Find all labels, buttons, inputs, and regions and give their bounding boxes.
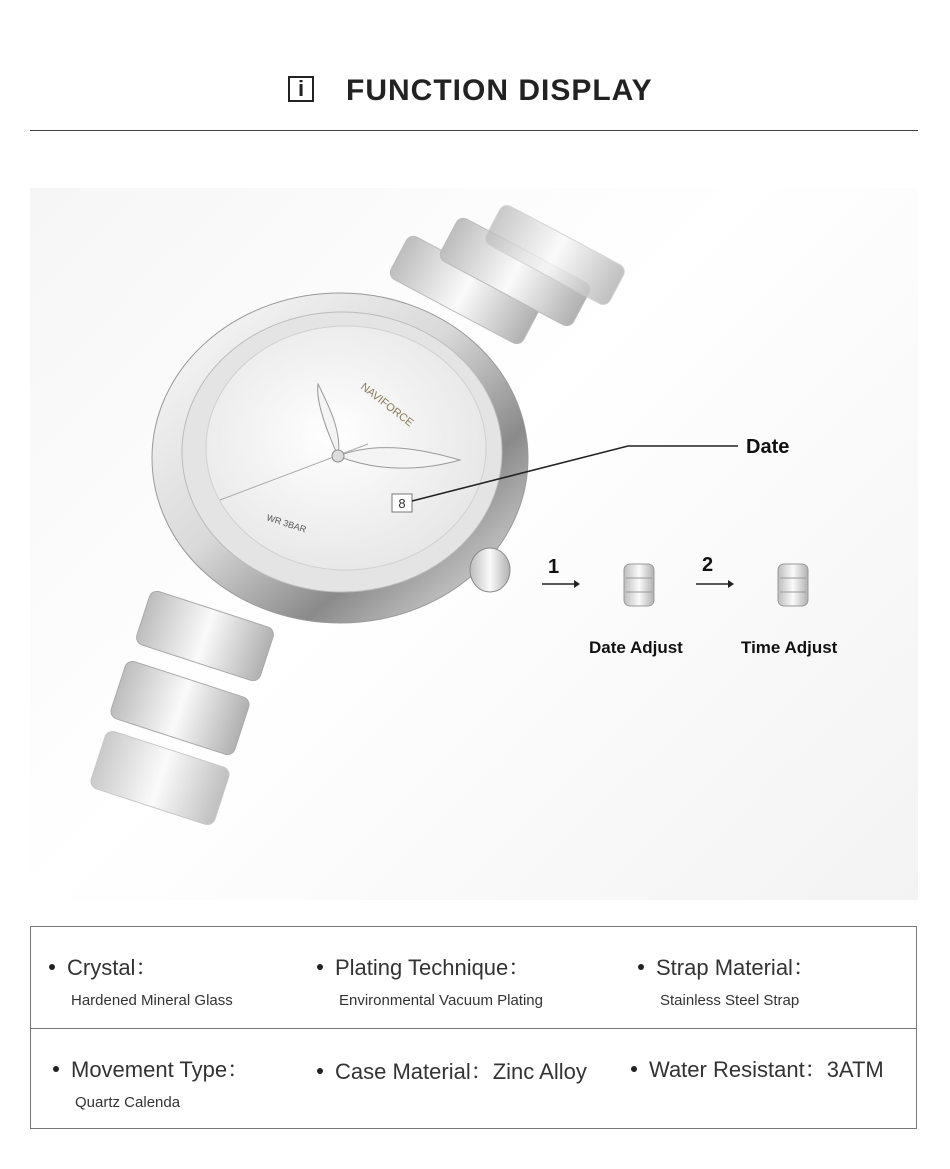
spec-label: Case Material：: [335, 1059, 493, 1084]
spec-value: 3ATM: [826, 1057, 884, 1082]
watch-photo: [30, 188, 918, 900]
spec-crystal: [49, 951, 233, 1009]
crown-position-2-icon: [778, 564, 808, 606]
spec-strap: [638, 951, 815, 1009]
dial-brand: NAVIFORCE: [358, 380, 416, 430]
spec-value: Stainless Steel Strap: [660, 992, 800, 1009]
crown-icon: [470, 548, 510, 592]
spec-movement: [53, 1053, 249, 1111]
watch-dial: [206, 326, 486, 570]
bullet-icon: [631, 1066, 637, 1072]
spec-value: Environmental Vacuum Plating: [339, 992, 543, 1009]
spec-case: [317, 1055, 587, 1086]
header-divider: [30, 130, 918, 131]
arrow-icon: [574, 580, 580, 588]
page-title: FUNCTION DISPLAY: [346, 74, 653, 107]
specs-divider: [31, 1028, 916, 1029]
date-window-value: 8: [398, 496, 406, 511]
spec-label: Crystal：: [67, 955, 158, 980]
specs-table: [30, 926, 917, 1129]
spec-label: Plating Technique：: [335, 955, 531, 980]
header: [0, 0, 950, 135]
spec-label: Strap Material：: [656, 955, 815, 980]
spec-value: Hardened Mineral Glass: [71, 992, 233, 1009]
info-icon: i: [288, 76, 314, 102]
spec-value: Zinc Alloy: [492, 1059, 587, 1084]
step-1-number: 1: [548, 556, 560, 578]
lower-bracelet: [89, 589, 276, 826]
crown-position-1-icon: [624, 564, 654, 606]
step-2-label: Time Adjust: [741, 638, 838, 657]
dial-water-mark: WR 3BAR: [265, 512, 308, 535]
step-2-number: 2: [702, 554, 714, 576]
step-1-label: Date Adjust: [589, 638, 683, 657]
spec-label: Movement Type：: [71, 1057, 250, 1082]
bullet-icon: [317, 1068, 323, 1074]
bullet-icon: [53, 1066, 59, 1072]
spec-plating: [317, 951, 543, 1009]
arrow-icon: [728, 580, 734, 588]
watch-illustration: [30, 188, 918, 900]
spec-label: Water Resistant：: [649, 1057, 827, 1082]
bullet-icon: [638, 964, 644, 970]
spec-value: Quartz Calenda: [75, 1094, 181, 1111]
spec-water: [631, 1053, 884, 1084]
bullet-icon: [49, 964, 55, 970]
date-callout-label: Date: [746, 436, 790, 458]
bullet-icon: [317, 964, 323, 970]
